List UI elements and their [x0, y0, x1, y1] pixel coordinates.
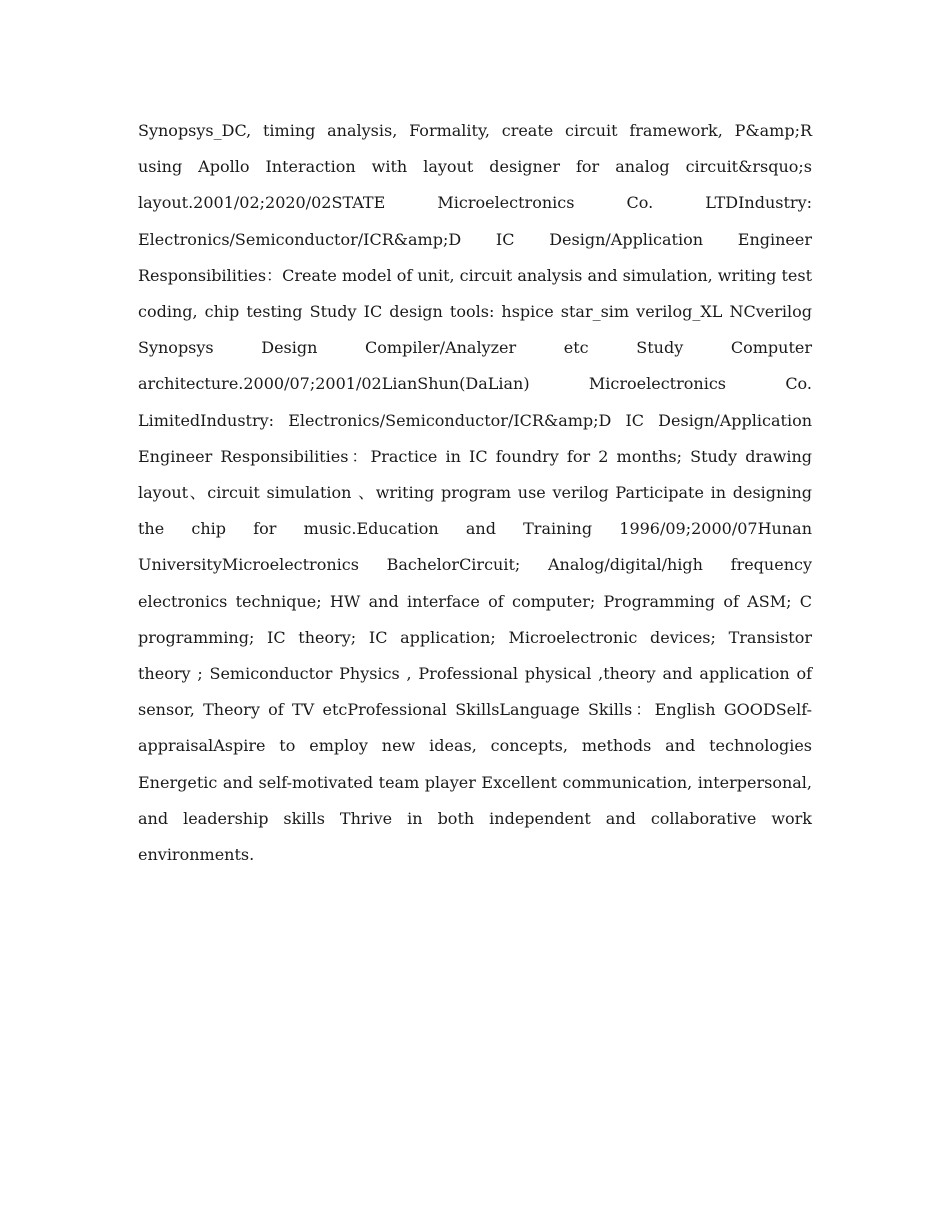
resume-body-paragraph: Synopsys_DC, timing analysis, Formality, create circuit framework, P&amp;R using Apollo Interaction with layout designer for analog circuit&rsquo;s layout.2001/02;2020/02STATE Microelectronics Co. LTDIndustry: Electronics/Semiconductor/ICR&amp;D IC Design/Application Engineer Responsibilities：Create model of unit, circuit analysis and simulation, writing test coding, chip testing Study IC design tools: hspice star_sim verilog_XL NCverilog Synopsys Design Compiler/Analyzer etc Study Computer architecture.2000/07;2001/02LianShun(DaLian) Microelectronics Co. LimitedIndustry: Electronics/Semiconductor/ICR&amp;D IC Design/Application Engineer Responsibilities：Practice in IC foundry for 2 months; Study drawing layout、circuit simulation 、writing program use verilog Participate in designing the chip for music.Education and Training 1996/09;2000/07Hunan UniversityMicroelectronics BachelorCircuit; Analog/digital/high frequency electronics technique; HW and interface of computer; Programming of ASM; C programming; IC theory; IC application; Microelectronic devices; Transistor theory ; Semiconductor Physics , Professional physical ,theory and application of sensor, Theory of TV etcProfessional SkillsLanguage Skills：English GOODSelf-appraisalAspire to employ new ideas, concepts, methods and technologies Energetic and self-motivated team player Excellent communication, interpersonal, and leadership skills Thrive in both independent and collaborative work environments. [138, 121, 812, 865]
